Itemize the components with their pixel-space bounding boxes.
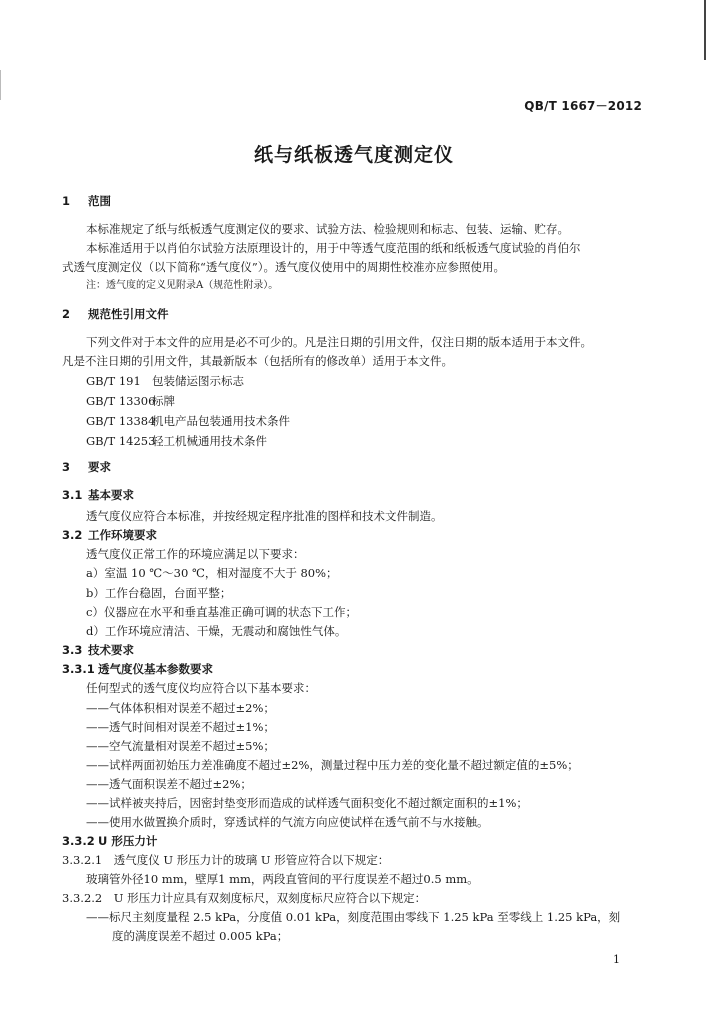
paragraph: 玻璃管外径10 mm，壁厚1 mm，两段直管间的平行度误差不超过0.5 mm。 [86, 872, 479, 886]
standard-code: QB/T 1667－2012 [524, 99, 642, 113]
list-item: ——试样两面初始压力差准确度不超过±2%，测量过程中压力差的变化量不超过额定值的±5%； [86, 758, 579, 772]
clause: 3.3.2.1 透气度仪 U 形压力计的玻璃 U 形管应符合以下规定： [62, 853, 390, 867]
list-item: ——试样被夹持后，因密封垫变形而造成的试样透气面积变化不超过额定面积的±1%； [86, 796, 528, 810]
list-item: ——气体体积相对误差不超过±2%； [86, 701, 275, 715]
section-3-heading: 3 要求 [62, 460, 111, 474]
list-item: a）室温 10 ℃～30 ℃，相对湿度不大于 80%； [86, 566, 338, 580]
subsection-heading: 3.1 基本要求 [62, 488, 134, 502]
clause: 3.3.2.2 U 形压力计应具有双刻度标尺，双刻度标尺应符合以下规定： [62, 891, 427, 905]
subsection-heading: 3.3.1 透气度仪基本参数要求 [62, 662, 213, 676]
subsection-heading: 3.2 工作环境要求 [62, 528, 157, 542]
subsection-heading: 3.3.2 U 形压力计 [62, 834, 158, 848]
paragraph: 本标准规定了纸与纸板透气度测定仪的要求、试验方法、检验规则和标志、包装、运输、贮存。 [86, 222, 569, 236]
list-item: ——使用水做置换介质时，穿透试样的气流方向应使试样在透气前不与水接触。 [86, 815, 489, 829]
paragraph: 下列文件对于本文件的应用是必不可少的。凡是注日期的引用文件，仅注日期的版本适用于本文件。 [86, 335, 592, 349]
reference-item: GB/T 13384机电产品包装通用技术条件 [86, 414, 290, 428]
page-title: 纸与纸板透气度测定仪 [253, 144, 454, 166]
paragraph: 透气度仪正常工作的环境应满足以下要求： [86, 547, 305, 561]
page-number: 1 [613, 953, 620, 966]
scan-edge-mark [704, 0, 706, 60]
section-1-heading: 1 范围 [62, 194, 111, 208]
reference-item: GB/T 191 包装储运图示标志 [86, 374, 244, 388]
paragraph: 任何型式的透气度仪均应符合以下基本要求： [86, 681, 316, 695]
note: 注：透气度的定义见附录A（规范性附录）。 [86, 280, 279, 291]
paragraph: 透气度仪应符合本标准，并按经规定程序批准的图样和技术文件制造。 [86, 509, 443, 523]
list-item-continuation: 度的满度误差不超过 0.005 kPa； [112, 929, 289, 943]
list-item: ——空气流量相对误差不超过±5%； [86, 739, 275, 753]
paragraph: 本标准适用于以肖伯尔试验方法原理设计的，用于中等透气度范围的纸和纸板透气度试验的肖伯尔 [86, 241, 581, 255]
section-2-heading: 2 规范性引用文件 [62, 307, 169, 321]
scan-edge-mark [0, 70, 1, 100]
paragraph: 凡是不注日期的引用文件，其最新版本（包括所有的修改单）适用于本文件。 [62, 354, 453, 368]
list-item: b）工作台稳固，台面平整； [86, 586, 232, 600]
subsection-heading: 3.3 技术要求 [62, 643, 134, 657]
reference-item: GB/T 14253轻工机械通用技术条件 [86, 434, 267, 448]
list-item: c）仪器应在水平和垂直基准正确可调的状态下工作； [86, 605, 357, 619]
list-item: ——标尺主刻度量程 2.5 kPa，分度值 0.01 kPa，刻度范围由零线下 1.25 kPa 至零线上 1.25 kPa，刻 [86, 910, 621, 924]
list-item: ——透气面积误差不超过±2%； [86, 777, 252, 791]
reference-item: GB/T 13306标牌 [86, 394, 175, 408]
list-item: d）工作环境应清洁、干燥，无震动和腐蚀性气体。 [86, 624, 347, 638]
paragraph: 式透气度测定仪（以下简称“透气度仪”）。透气度仪使用中的周期性校准亦应参照使用。 [62, 260, 506, 274]
list-item: ——透气时间相对误差不超过±1%； [86, 720, 275, 734]
